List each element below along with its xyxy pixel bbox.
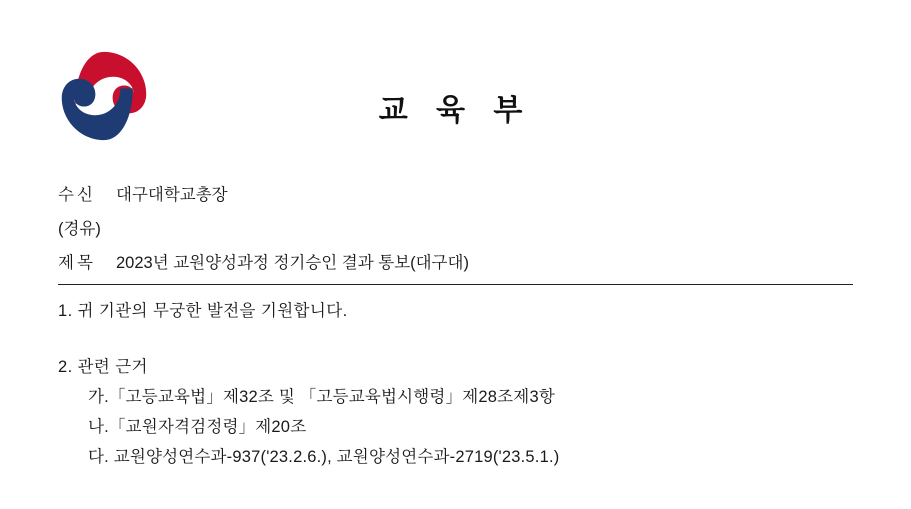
paragraph-spacer <box>58 326 853 346</box>
body-item-2a: 가.「고등교육법」제32조 및 「고등교육법시행령」제28조제3항 <box>88 388 555 406</box>
document-meta-block <box>58 178 853 285</box>
body-item-1: 1. 귀 기관의 무궁한 발전을 기원합니다. <box>58 302 348 320</box>
via-label: (경유) <box>58 220 101 238</box>
body-item-2b: 나.「교원자격검정령」제20조 <box>88 418 307 436</box>
via-row <box>58 212 853 246</box>
recipient-row <box>58 178 853 212</box>
page-title: 교 육 부 <box>378 94 533 127</box>
header-divider <box>58 284 853 285</box>
subject-row <box>58 246 853 284</box>
body-item-2: 2. 관련 근거 <box>58 358 148 376</box>
subject-value: 2023년 교원양성과정 정기승인 결과 통보(대구대) <box>116 254 469 272</box>
recipient-label: 수신 <box>58 186 96 204</box>
subject-label: 제목 <box>58 254 96 272</box>
document-header <box>0 0 911 160</box>
document-body <box>58 290 853 472</box>
recipient-value: 대구대학교총장 <box>116 186 228 204</box>
body-item-2c: 다. 교원양성연수과-937('23.2.6.), 교원양성연수과-2719('23.5.1.) <box>88 448 560 466</box>
